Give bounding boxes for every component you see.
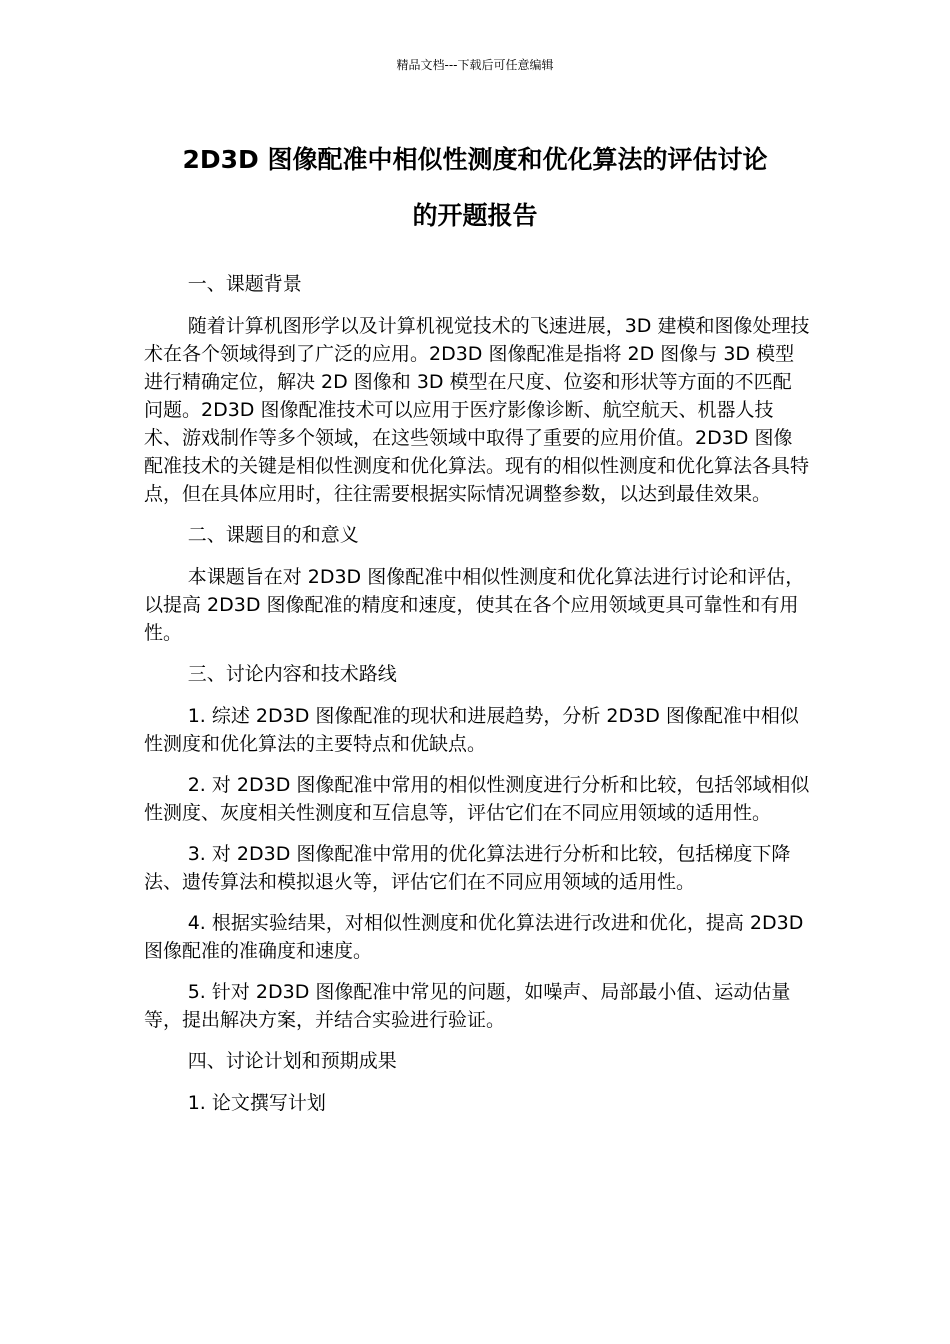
section-heading-purpose: 二、课题目的和意义 bbox=[187, 524, 359, 546]
title-line-1: 2D3D 图像配准中相似性测度和优化算法的评估讨论 bbox=[182, 145, 768, 174]
title-line-2: 的开题报告 bbox=[412, 201, 538, 230]
content-item: 1. 综述 2D3D 图像配准的现状和进展趋势，分析 2D3D 图像配准中相似性测度和优化算法的主要特点和优缺点。 bbox=[144, 705, 799, 755]
background-paragraph: 随着计算机图形学以及计算机视觉技术的飞速进展，3D 建模和图像处理技术在各个领域得到了广泛的应用。2D3D 图像配准是指将 2D 图像与 3D 模型进行精确定位，解决 2D 图像和 3D 模型在尺度、位姿和形状等方面的不匹配问题。2D3D 图像配准技术可以应用于医疗影像诊断、航空航天、机器人技术、游戏制作等多个领域，在这些领域中取得了重要的应用价值。2D3D 图像配准技术的关键是相似性测度和优化算法。现有的相似性测度和优化算法各具特点，但在具体应用时，往往需要根据实际情况调整参数，以达到最佳效果。 bbox=[144, 315, 810, 505]
document-body bbox=[144, 270, 810, 1130]
content-item: 3. 对 2D3D 图像配准中常用的优化算法进行分析和比较，包括梯度下降法、遗传算法和模拟退火等，评估它们在不同应用领域的适用性。 bbox=[144, 843, 791, 893]
running-header: 精品文档---下载后可任意编辑 bbox=[396, 58, 554, 72]
content-item: 2. 对 2D3D 图像配准中常用的相似性测度进行分析和比较，包括邻域相似性测度、灰度相关性测度和互信息等，评估它们在不同应用领域的适用性。 bbox=[144, 774, 810, 824]
section-heading-plan: 四、讨论计划和预期成果 bbox=[187, 1050, 397, 1072]
content-item: 4. 根据实验结果，对相似性测度和优化算法进行改进和优化，提高 2D3D 图像配准的准确度和速度。 bbox=[144, 912, 804, 962]
plan-item: 1. 论文撰写计划 bbox=[187, 1092, 326, 1114]
content-item: 5. 针对 2D3D 图像配准中常见的问题，如噪声、局部最小值、运动估量等，提出解决方案，并结合实验进行验证。 bbox=[144, 981, 791, 1031]
section-heading-content: 三、讨论内容和技术路线 bbox=[187, 663, 397, 685]
section-heading-background: 一、课题背景 bbox=[187, 273, 302, 295]
document-title bbox=[140, 132, 810, 244]
purpose-paragraph: 本课题旨在对 2D3D 图像配准中相似性测度和优化算法进行讨论和评估，以提高 2D3D 图像配准的精度和速度，使其在各个应用领域更具可靠性和有用性。 bbox=[144, 566, 805, 644]
